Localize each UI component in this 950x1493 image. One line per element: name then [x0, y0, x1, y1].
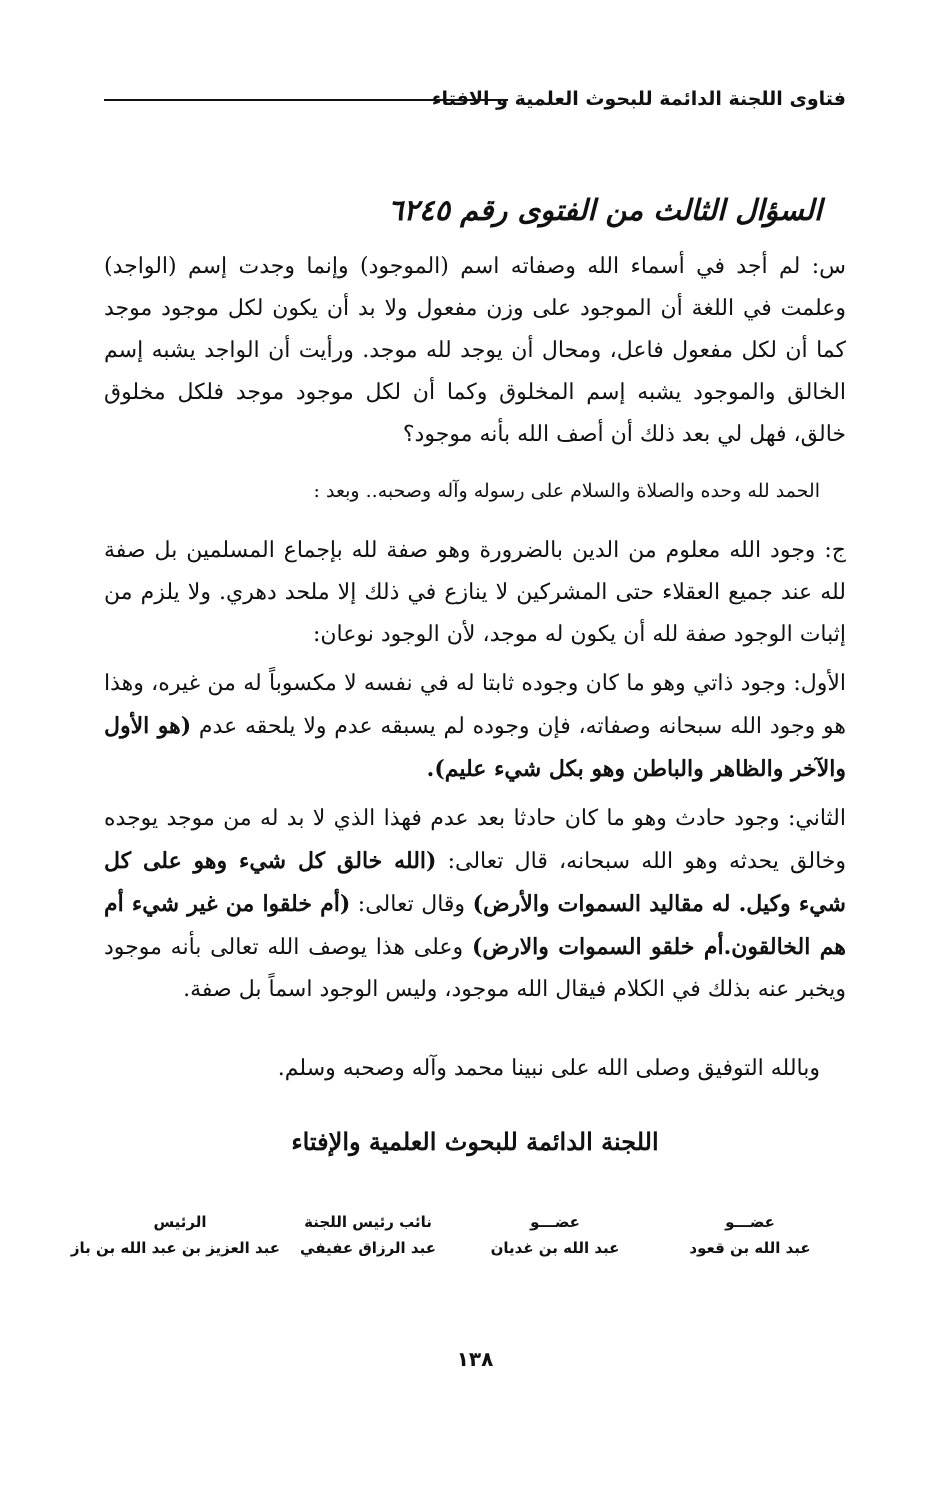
- signatory-name: عبد العزيز بن عبد الله بن باز: [70, 1239, 280, 1257]
- signatory-name: عبد الله بن غديان: [490, 1239, 620, 1257]
- second-type-paragraph: [104, 798, 846, 1011]
- signatory-name: عبد الرزاق عفيفي: [300, 1239, 436, 1257]
- second-type-text: وقال تعالى:: [357, 892, 466, 917]
- quran-verse: (هو الأول والآخر والظاهر والباطن وهو بكل شيء عليم).: [104, 713, 846, 782]
- signatory: [680, 1213, 820, 1257]
- answer-paragraph: ج: وجود الله معلوم من الدين بالضرورة وهو صفة لله بإجماع المسلمين بل صفة لله عند جميع العقلاء حتى المشركين لا ينازع في ذلك إلا ملحد دهري. ولا يلزم من إثبات الوجود صفة لله أن يكون له موجد، لأن الوجود نوعان:: [104, 538, 846, 647]
- signatory-role: عضـــو: [530, 1213, 580, 1231]
- signatory: [480, 1213, 630, 1257]
- question-paragraph: س: لم أجد في أسماء الله وصفاته اسم (الموجود) وإنما وجدت إسم (الواجد) وعلمت في اللغة أن الموجود على وزن مفعول ولا بد أن يكون لكل موجود موجد كما أن لكل مفعول فاعل، ومحال أن يوجد لله موجد. ورأيت أن الواجد يشبه إسم الخالق والموجود يشبه إسم المخلوق وكما أن لكل موجود موجد فلكل مخلوق خالق، فهل لي بعد ذلك أن أصف الله بأنه موجود؟: [104, 254, 846, 447]
- second-type-text: وعلى هذا يوصف الله تعالى بأنه موجود ويخبر عنه بذلك في الكلام فيقال الله موجود، وليس الوجود اسماً بل صفة.: [104, 935, 846, 1002]
- signatory-role: عضـــو: [725, 1213, 775, 1231]
- question-title: السؤال الثالث من الفتوى رقم ٦٢٤٥: [387, 193, 822, 227]
- second-type-text: الثاني: وجود حادث وهو ما كان حادثا بعد عدم فهذا الذي لا بد له من موجد يوجده وخالق يحدثه وهو الله سبحانه، قال تعالى:: [104, 806, 846, 874]
- header-rule: [104, 99, 508, 101]
- page-number: ١٣٨: [456, 1347, 494, 1371]
- signatory-role: نائب رئيس اللجنة: [304, 1213, 432, 1231]
- signatories: [70, 1213, 820, 1273]
- signatory-role: الرئيس: [153, 1213, 207, 1231]
- closing-line: وبالله التوفيق وصلى الله على نبينا محمد وآله وصحبه وسلم.: [277, 1056, 820, 1081]
- signatory-name: عبد الله بن قعود: [689, 1239, 811, 1257]
- signatory: [288, 1213, 448, 1257]
- signatory: [70, 1213, 280, 1257]
- running-header-title: فتاوى اللجنة الدائمة للبحوث العلمية و الافتاء: [431, 88, 846, 110]
- committee-name: اللجنة الدائمة للبحوث العلمية والإفتاء: [291, 1127, 659, 1156]
- first-type-text: الأول: وجود ذاتي وهو ما كان وجوده ثابتا له في نفسه لا مكسوباً له من غيره، وهذا هو وجود الله سبحانه وصفاته، فإن وجوده لم يسبقه عدم ولا يلحقه عدم: [104, 671, 846, 739]
- praise-line: الحمد لله وحده والصلاة والسلام على رسوله وآله وصحبه.. وبعد :: [313, 480, 820, 502]
- first-type-paragraph: [104, 663, 846, 791]
- quran-verse: (أم خلقوا من غير شيء أم هم الخالقون.أم خلقو السموات والارض): [104, 891, 846, 960]
- quran-verse: (الله خالق كل شيء وهو على كل شيء وكيل. له مقاليد السموات والأرض): [104, 848, 846, 917]
